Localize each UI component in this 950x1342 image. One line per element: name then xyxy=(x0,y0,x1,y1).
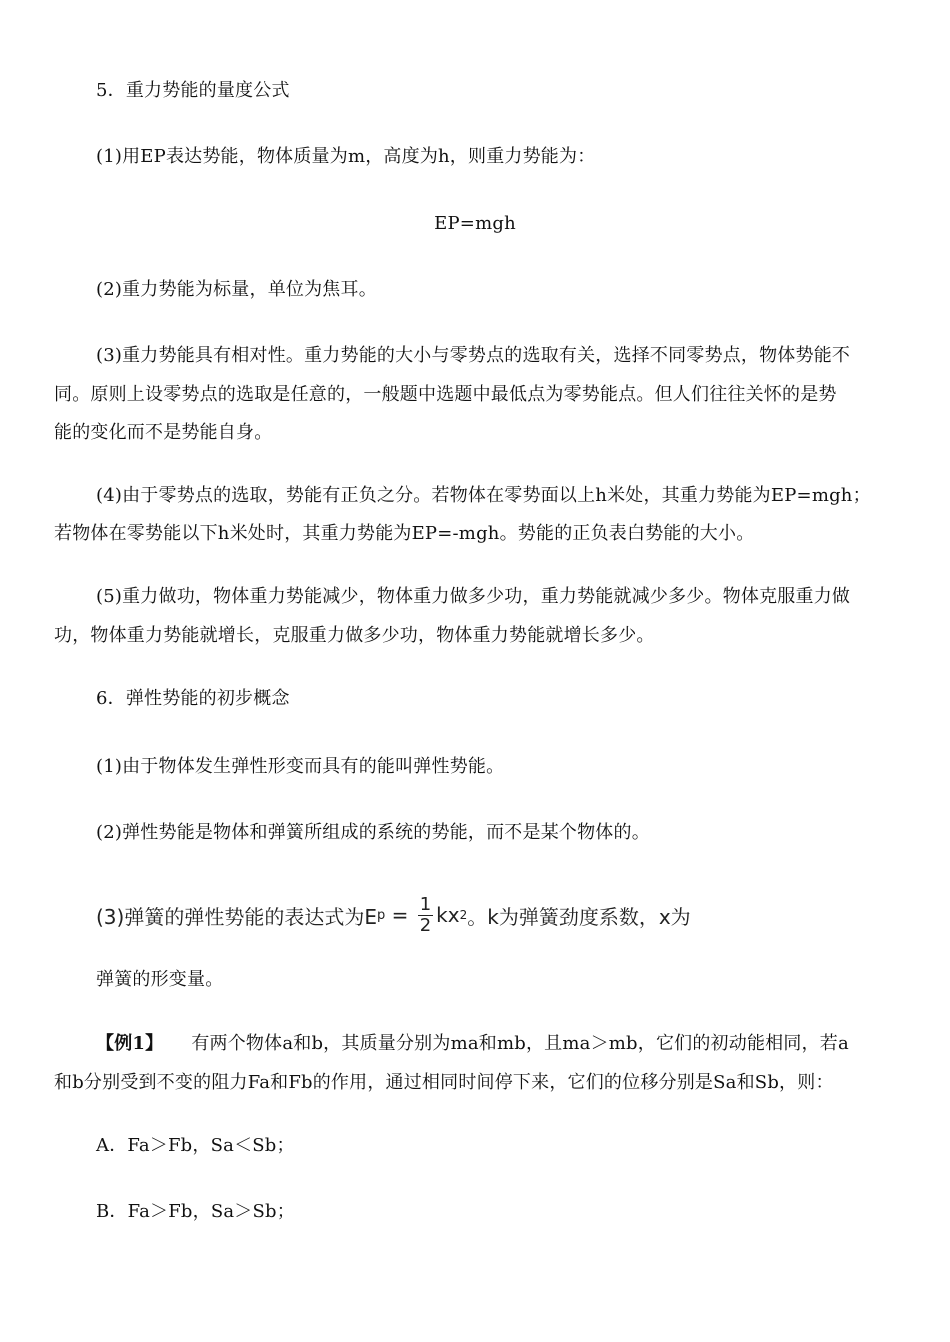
section-5-paragraph-3-line-1: (3)重力势能具有相对性。重力势能的大小与零势点的选取有关，选择不同零势点，物体势能不 xyxy=(96,345,851,366)
example-1-line-1 xyxy=(96,1032,849,1056)
formula-kx: kx xyxy=(436,903,460,927)
example-text-1: 有两个物体a和b，其质量分别为ma和mb，且ma＞mb，它们的初动能相同，若a xyxy=(191,1033,849,1054)
formula-suffix: 。k为弹簧劲度系数，x为 xyxy=(467,904,691,929)
section-5-paragraph-3-line-2: 同。原则上设零势点的选取是任意的，一般题中选题中最低点为零势能点。但人们往往关怀的是势 xyxy=(54,384,837,405)
section-6-title: 6．弹性势能的初步概念 xyxy=(96,688,290,709)
section-6-paragraph-3-continuation: 弹簧的形变量。 xyxy=(96,969,224,990)
option-a: A．Fa＞Fb，Sa＜Sb； xyxy=(96,1135,295,1156)
fraction-numerator: 1 xyxy=(419,893,432,915)
formula-subscript: p xyxy=(376,907,386,923)
section-5-paragraph-2: (2)重力势能为标量，单位为焦耳。 xyxy=(96,279,377,300)
formula-equals: = xyxy=(385,903,415,927)
formula-prefix: (3)弹簧的弹性势能的表达式为E xyxy=(96,904,377,929)
formula-superscript: 2 xyxy=(459,908,468,922)
example-1-line-2: 和b分别受到不变的阻力Fa和Fb的作用，通过相同时间停下来，它们的位移分别是Sa和Sb，则： xyxy=(54,1072,834,1093)
example-label: 【例1】 xyxy=(96,1033,164,1054)
section-5-title: 5．重力势能的量度公式 xyxy=(96,80,290,101)
section-5-paragraph-5-line-2: 功，物体重力势能就增长，克服重力做多少功，物体重力势能就增长多少。 xyxy=(54,625,655,646)
section-6-paragraph-2: (2)弹性势能是物体和弹簧所组成的系统的势能，而不是某个物体的。 xyxy=(96,822,650,843)
option-b: B．Fa＞Fb，Sa＞Sb； xyxy=(96,1201,295,1222)
gravitational-energy-formula: EP=mgh xyxy=(434,213,516,234)
fraction-denominator: 2 xyxy=(419,914,432,936)
section-5-paragraph-5-line-1: (5)重力做功，物体重力势能减少，物体重力做多少功，重力势能就减少多少。物体克服重力做 xyxy=(96,586,851,607)
formula-fraction xyxy=(418,895,433,936)
section-5-paragraph-1: (1)用EP表达势能，物体质量为m，高度为h，则重力势能为： xyxy=(96,146,596,167)
section-5-paragraph-3-line-3: 能的变化而不是势能自身。 xyxy=(54,422,273,443)
section-5-paragraph-4-line-1: (4)由于零势点的选取，势能有正负之分。若物体在零势面以上h米处，其重力势能为EP=mgh； xyxy=(96,485,871,506)
section-6-paragraph-1: (1)由于物体发生弹性形变而具有的能叫弹性势能。 xyxy=(96,756,505,777)
elastic-energy-formula-image xyxy=(96,888,691,942)
section-5-paragraph-4-line-2: 若物体在零势能以下h米处时，其重力势能为EP=-mgh。势能的正负表白势能的大小。 xyxy=(54,523,755,544)
